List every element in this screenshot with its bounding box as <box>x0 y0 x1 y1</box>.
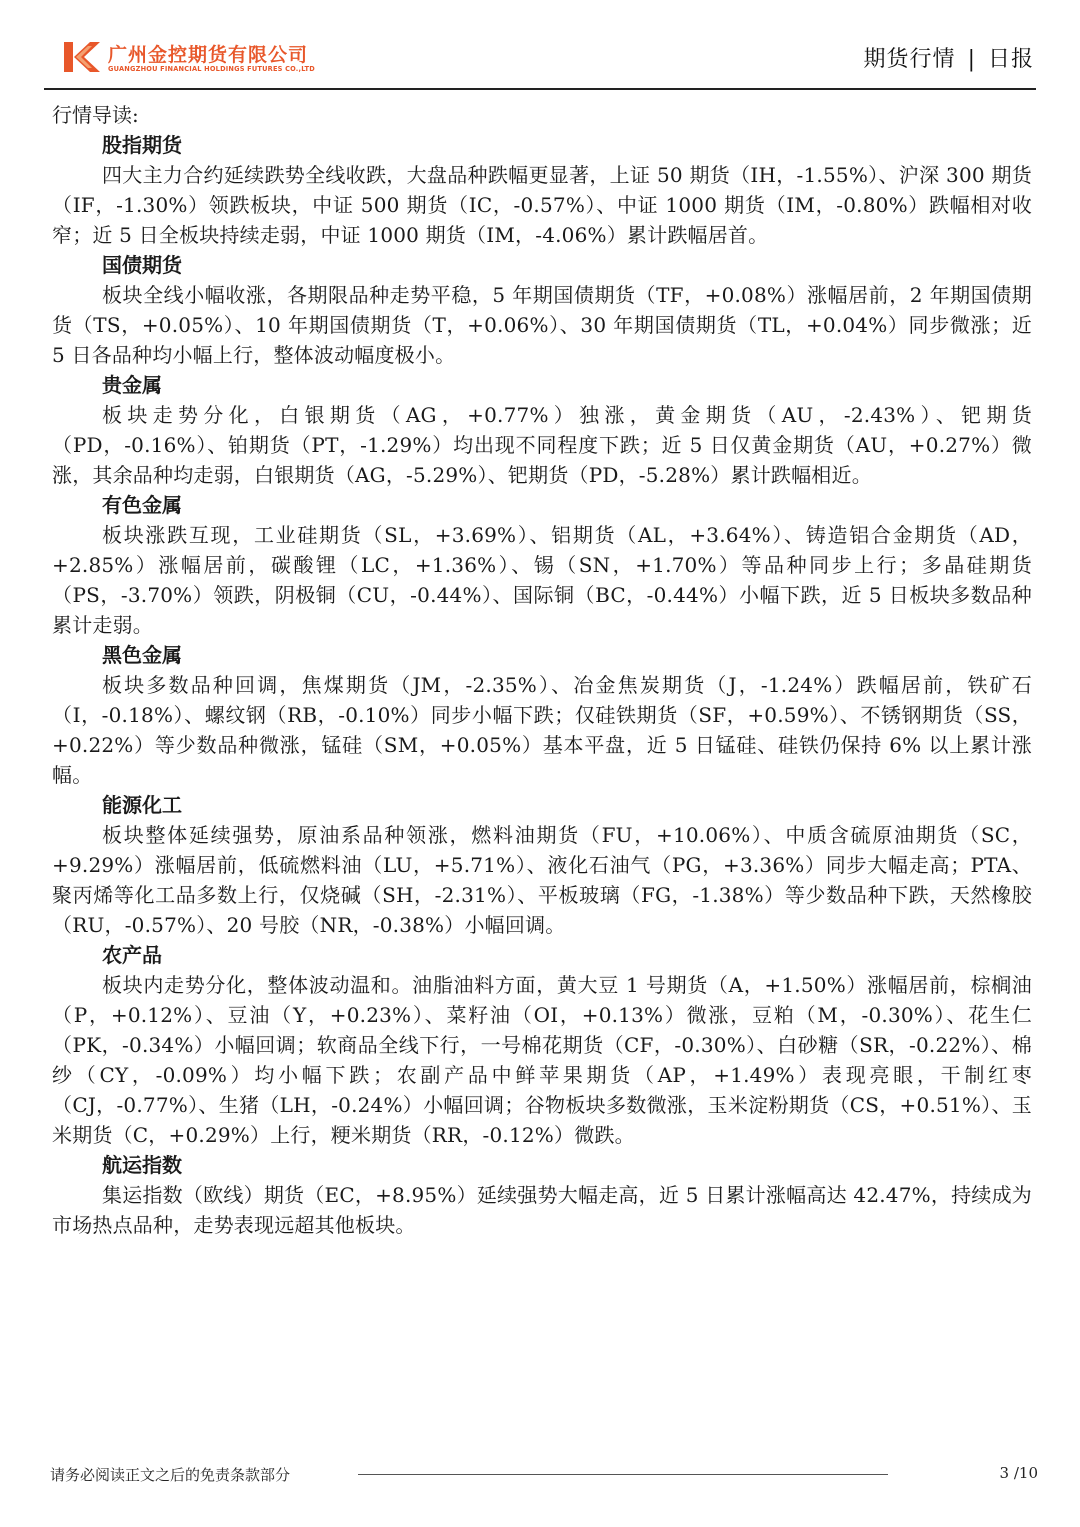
section-title-shipping: 航运指数 <box>102 1153 182 1177</box>
market-overview <box>52 100 1032 1240</box>
disclaimer-note: 请务必阅读正文之后的免责条款部分 <box>50 1466 291 1484</box>
logo-company-name-en: GUANGZHOU FINANCIAL HOLDINGS FUTURES CO.,LTD <box>108 65 315 73</box>
section-text-agriculture: 板块内走势分化，整体波动温和。油脂油料方面，黄大豆 1 号期货（A，+1.50%）涨幅居前，棕榈油（P，+0.12%）、豆油（Y，+0.23%）、菜籽油（OI，+0.13%）微涨，豆粕（M，-0.30%）、花生仁（PK，-0.34%）小幅回调；软商品全线下行，一号棉花期货（CF，-0.30%）、白砂糖（SR，-0.22%）、棉纱（CY，-0.09%）均小幅下跌；农副产品中鲜苹果期货（AP，+1.49%）表现亮眼，干制红枣（CJ，-0.77%）、生猪（LH，-0.24%）小幅回调；谷物板块多数微涨，玉米淀粉期货（CS，+0.51%）、玉米期货（C，+0.29%）上行，粳米期货（RR，-0.12%）微跌。 <box>52 973 1032 1147</box>
report-type: 日报 <box>987 47 1034 72</box>
section-title-nonferrous: 有色金属 <box>102 493 182 517</box>
section-title-stock-index: 股指期货 <box>102 133 182 157</box>
page-header <box>0 0 1080 90</box>
report-category: 期货行情 <box>863 47 956 72</box>
section-text-energy-chemical: 板块整体延续强势，原油系品种领涨，燃料油期货（FU，+10.06%）、中质含硫原油期货（SC，+9.29%）涨幅居前，低硫燃料油（LU，+5.71%）、液化石油气（PG，+3.36%）同步大幅走高；PTA、聚丙烯等化工品多数上行，仅烧碱（SH，-2.31%）、平板玻璃（FG，-1.38%）等少数品种下跌，天然橡胶（RU，-0.57%）、20 号胶（NR，-0.38%）小幅回调。 <box>52 823 1032 937</box>
header-separator: | <box>967 47 976 72</box>
section-title-precious-metals: 贵金属 <box>102 373 162 397</box>
logo-company-name: 广州金控期货有限公司 <box>108 44 309 66</box>
section-title-ferrous: 黑色金属 <box>102 643 182 667</box>
report-label <box>864 42 1034 73</box>
section-text-stock-index: 四大主力合约延续跌势全线收跌，大盘品种跌幅更显著，上证 50 期货（IH，-1.55%）、沪深 300 期货（IF，-1.30%）领跌板块，中证 500 期货（IC，-0.57%）、中证 1000 期货（IM，-0.80%）跌幅相对收窄；近 5 日全板块持续走弱，中证 1000 期货（IM，-4.06%）累计跌幅居首。 <box>52 163 1032 247</box>
overview-title: 行情导读: <box>52 103 139 127</box>
section-text-shipping: 集运指数（欧线）期货（EC，+8.95%）延续强势大幅走高，近 5 日累计涨幅高达 42.47%，持续成为市场热点品种，走势表现远超其他板块。 <box>52 1183 1032 1237</box>
page-footer <box>0 1458 1080 1494</box>
section-title-energy-chemical: 能源化工 <box>102 793 182 817</box>
section-title-agriculture: 农产品 <box>102 943 162 967</box>
page-number: 3 /10 <box>999 1464 1038 1482</box>
company-logo <box>62 40 362 78</box>
footer-divider <box>358 1474 888 1475</box>
section-text-nonferrous: 板块涨跌互现，工业硅期货（SL，+3.69%）、铝期货（AL，+3.64%）、铸造铝合金期货（AD，+2.85%）涨幅居前，碳酸锂（LC，+1.36%）、锡（SN，+1.70%）等品种同步上行；多晶硅期货（PS，-3.70%）领跌，阴极铜（CU，-0.44%）、国际铜（BC，-0.44%）小幅下跌，近 5 日板块多数品种累计走弱。 <box>52 523 1032 637</box>
section-title-treasury: 国债期货 <box>102 253 182 277</box>
section-text-precious-metals: 板块走势分化，白银期货（AG，+0.77%）独涨，黄金期货（AU，-2.43%）、钯期货（PD，-0.16%）、铂期货（PT，-1.29%）均出现不同程度下跌；近 5 日仅黄金期货（AU，+0.27%）微涨，其余品种均走弱，白银期货（AG，-5.29%）、钯期货（PD，-5.28%）累计跌幅相近。 <box>52 403 1032 487</box>
header-divider <box>44 88 1036 90</box>
section-text-treasury: 板块全线小幅收涨，各期限品种走势平稳，5 年期国债期货（TF，+0.08%）涨幅居前，2 年期国债期货（TS，+0.05%）、10 年期国债期货（T，+0.06%）、30 年期国债期货（TL，+0.04%）同步微涨；近 5 日各品种均小幅上行，整体波动幅度极小。 <box>52 283 1032 367</box>
section-text-ferrous: 板块多数品种回调，焦煤期货（JM，-2.35%）、冶金焦炭期货（J，-1.24%）跌幅居前，铁矿石（I，-0.18%）、螺纹钢（RB，-0.10%）同步小幅下跌；仅硅铁期货（SF，+0.59%）、不锈钢期货（SS，+0.22%）等少数品种微涨，锰硅（SM，+0.05%）基本平盘，近 5 日锰硅、硅铁仍保持 6% 以上累计涨幅。 <box>52 673 1032 787</box>
company-logo-icon <box>62 40 102 74</box>
